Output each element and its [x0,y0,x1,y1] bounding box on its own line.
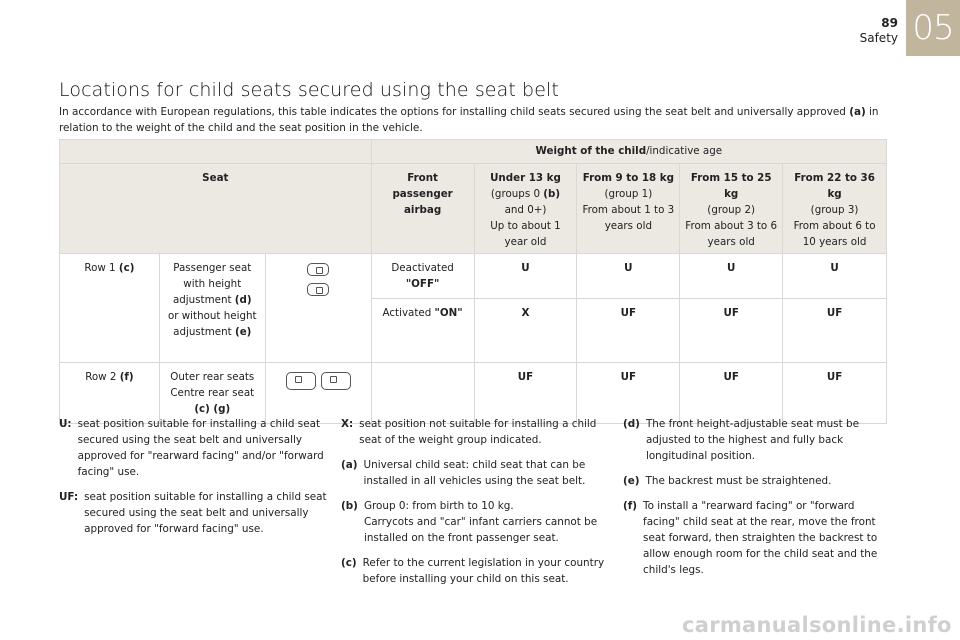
table-cell: UF [577,363,680,424]
group-weight: From 22 to 36 kg [794,172,875,200]
note-key: (a) [341,459,358,471]
table-group-row [60,164,887,254]
airbag-off [371,254,474,299]
row-ref: (f) [119,371,134,383]
weight-header-rest: /indicative age [646,145,723,157]
car-seat-rear-icon [321,372,351,390]
airbag-value: "OFF" [405,278,440,290]
note-item [59,489,327,537]
note-item [341,416,605,448]
col-airbag: Front passenger airbag [371,164,474,254]
note-text: seat position suitable for installing a child seat secured using the seat belt and universally approved for "forward facing" use. [84,491,327,535]
row2-icon-cell [265,363,371,424]
note-key: (f) [623,500,638,512]
note-text: Universal child seat: child seat that can be installed in all vehicles using the seat belt. [363,459,586,487]
group-weight: From 9 to 18 kg [582,172,674,184]
note-text: seat position not suitable for installing a child seat of the weight group indicated. [359,418,597,446]
note-text: To install a "rearward facing" or "forward facing" child seat at the rear, move the front seat forward, then straighten the backrest to allow enough room for the child seat and the child's legs. [643,500,878,576]
table-cell: UF [783,299,887,363]
note-text: Refer to the current legislation in your country before installing your child on this seat. [362,557,605,585]
group-age: From about 3 to 6 years old [685,220,778,248]
note-item [623,498,889,578]
seat-text-2: or without height adjustment [167,310,257,338]
note-key: (c) [341,557,357,569]
airbag-empty [371,363,474,424]
table-cell: UF [680,299,783,363]
child-seat-table [59,139,887,424]
weight-header-bold: Weight of the child [535,145,647,157]
group-label: (group 1) [604,188,653,200]
airbag-on [371,299,474,363]
col-seat: Seat [60,164,372,254]
seat-refs: (c) (g) [194,403,231,415]
note-key: X: [341,418,354,430]
note-text: The front height-adjustable seat must be adjusted to the highest and fully back longitudinal position. [645,418,859,462]
group-weight: Under 13 kg [490,172,561,184]
note-text: Group 0: from birth to 10 kg. Carrycots and "car" infant carriers cannot be installed on the front passenger seat. [363,500,598,544]
car-seat-front-icon [307,263,329,276]
group-cell-2 [680,164,783,254]
table-cell: UF [474,363,577,424]
table-cell: U [474,254,577,299]
seat-text-2: Centre rear seat [170,387,255,399]
note-item [341,498,605,546]
intro-ref: (a) [849,106,866,118]
row-ref: (c) [118,262,135,274]
table-header-row [60,140,887,164]
table-cell: U [783,254,887,299]
table-cell: X [474,299,577,363]
group-label: (group 3) [810,204,859,216]
note-item [623,473,889,489]
group-cell-3 [783,164,887,254]
seat-ref-e: (e) [234,326,252,338]
group-age: From about 1 to 3 years old [582,204,675,232]
table-cell: U [680,254,783,299]
note-key: U: [59,418,72,430]
seat-text: Outer rear seats [170,371,255,383]
row1-seat [159,254,265,363]
notes-column-3 [623,416,889,587]
notes-column-2 [341,416,605,596]
car-seat-rear-icon [286,372,316,390]
group-age: Up to about 1 year old [490,220,561,248]
table-row [60,363,887,424]
airbag-label: Activated [382,307,435,319]
row-label: Row 1 [84,262,119,274]
page-title: Locations for child seats secured using the seat belt [59,79,559,101]
note-item [341,555,605,587]
airbag-value: "ON" [434,307,463,319]
group-label-2: and 0+) [504,204,547,216]
row2-label [60,363,160,424]
note-key: (d) [623,418,640,430]
group-ref: (b) [543,188,561,200]
row1-icon-cell [265,254,371,363]
intro-text: In accordance with European regulations, this table indicates the options for installing child seats secured using the seat belt and universally approved [59,106,850,118]
group-cell-0 [474,164,577,254]
note-text: seat position suitable for installing a child seat secured using the seat belt and universally approved for "rearward facing" and/or "forward facing" use. [77,418,324,478]
table-cell: UF [577,299,680,363]
row1-label [60,254,160,363]
row-label: Row 2 [85,371,120,383]
table-cell: U [577,254,680,299]
seat-text: Passenger seat with height adjustment [172,262,252,306]
seat-ref-d: (d) [234,294,252,306]
intro-text-end: in relation to the weight of the child and the seat position in the vehicle. [59,106,879,134]
note-item [341,457,605,489]
section-name: Safety [859,31,898,45]
table-row [60,254,887,299]
row2-seat [159,363,265,424]
table-cell: UF [783,363,887,424]
group-label: (group 2) [707,204,756,216]
note-key: (e) [623,475,640,487]
airbag-label: Deactivated [391,262,454,274]
note-key: (b) [341,500,358,512]
group-label: (groups 0 [490,188,544,200]
table-cell: UF [680,363,783,424]
watermark: carmanualsonline.info [682,613,952,637]
note-key: UF: [59,491,79,503]
notes-column-1 [59,416,327,546]
intro-paragraph [59,104,899,136]
group-cell-1 [577,164,680,254]
page-number: 89 [881,16,898,30]
page-header [860,16,898,46]
note-text: The backrest must be straightened. [645,475,832,487]
weight-header [371,140,886,164]
note-item [59,416,327,480]
group-age: From about 6 to 10 years old [793,220,876,248]
chapter-tab: 05 [906,0,960,56]
group-weight: From 15 to 25 kg [690,172,772,200]
car-seat-front-icon [307,283,329,296]
note-item [623,416,889,464]
